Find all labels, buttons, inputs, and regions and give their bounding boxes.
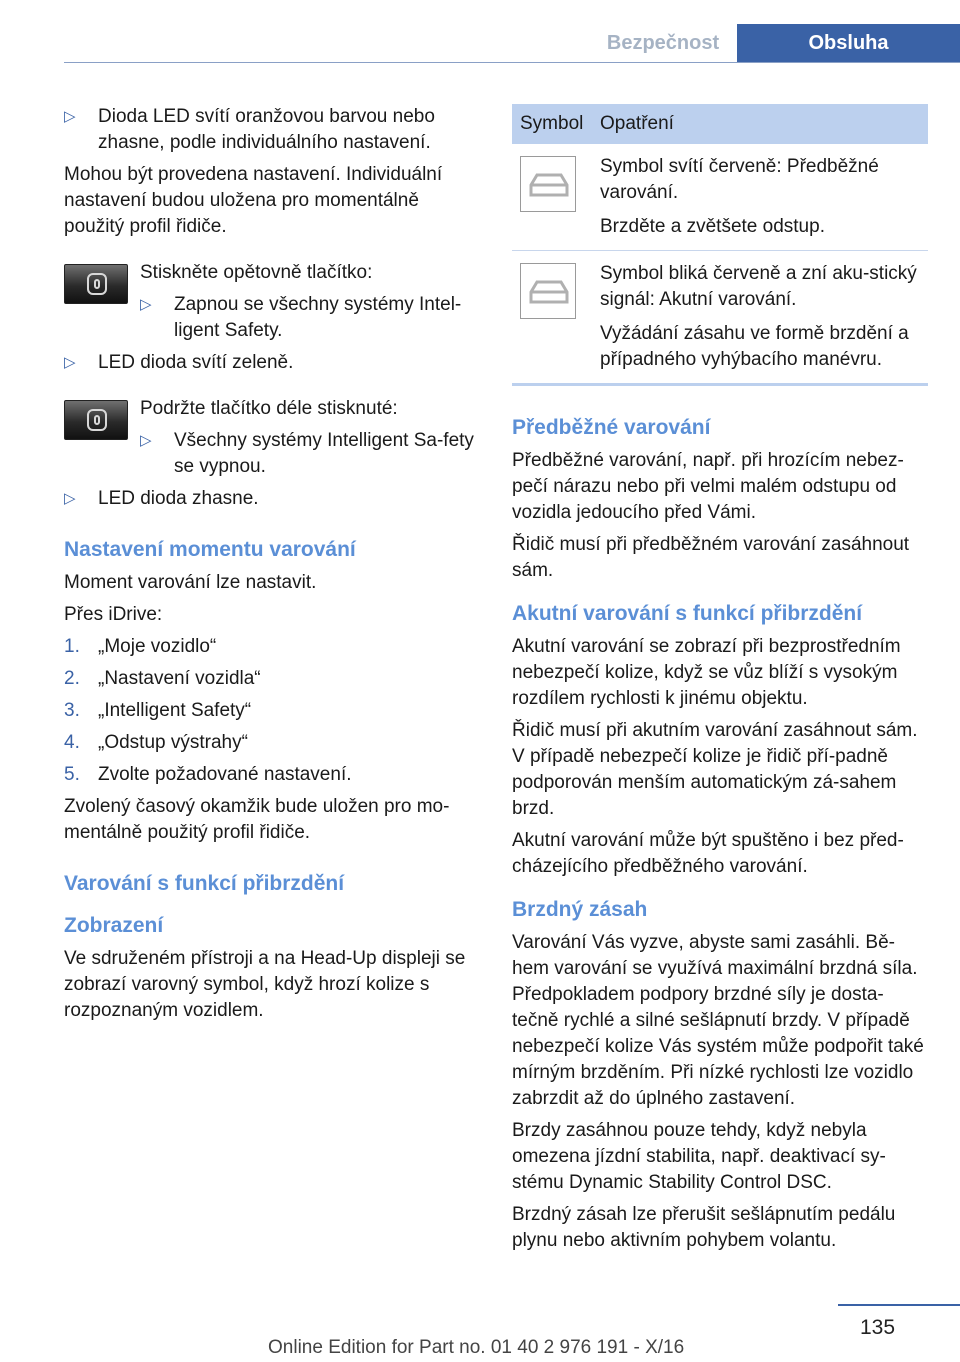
bullet-text: Dioda LED svítí oranžovou barvou nebo zhasne, podle individuálního nastavení. <box>98 106 435 153</box>
paragraph: Moment varování lze nastavit. <box>64 572 317 593</box>
bullet-text: LED dioda svítí zeleně. <box>98 352 294 373</box>
table-row <box>512 251 928 385</box>
list-item: 5. Zvolte požadované nastavení. <box>64 764 352 785</box>
header-tab-bezpecnost[interactable]: Bezpečnost <box>592 24 734 62</box>
section-heading: Brzdný zásah <box>512 898 648 921</box>
subsection-heading: Zobrazení <box>64 914 164 937</box>
section-heading: Varování s funkcí přibrzdění <box>64 872 345 895</box>
symbol-table <box>512 104 928 386</box>
bullet-text: LED dioda zhasne. <box>98 488 259 509</box>
car-warning-icon <box>520 156 576 212</box>
table-cell-text: Vyžádání zásahu ve formě brzdění a případného vyhýbacího manévru. <box>600 323 909 370</box>
instruction-text: Podržte tlačítko déle stisknuté: <box>140 398 398 419</box>
header-tab-obsluha[interactable]: Obsluha <box>737 24 960 62</box>
paragraph: Varování Vás vyzve, abyste sami zasáhli. Bě‐hem varování se využívá maximální brzdná síla. Předpokladem podpory brzdné síly je dosta‐tečně rychlé a silné sešlápnutí brzdy. V případě nebezpečí kolize Vás systém může podpořit také mírným brzděním. Při nízké rychlosti lze vozidlo zabrzdit až do úplného zastavení. <box>512 932 924 1109</box>
bullet-item <box>64 486 480 512</box>
table-cell-text: Symbol svítí červeně: Předběžné varování. <box>600 156 879 203</box>
paragraph: Řidič musí při akutním varování zasáhnout sám. V případě nebezpečí kolize je řidič pří‐padně podporován menším automatickým zá‐sahem brzd. <box>512 720 918 819</box>
bullet-text: Všechny systémy Intelligent Sa‐fety se vypnou. <box>174 430 474 477</box>
table-header-action: Opatření <box>592 104 928 144</box>
list-item: 2. „Nastavení vozidla“ <box>64 668 261 689</box>
bullet-item <box>64 350 480 376</box>
footer-rule <box>838 1304 960 1306</box>
table-header-symbol: Symbol <box>512 104 592 144</box>
paragraph: Brzdy zasáhnou pouze tehdy, když nebyla omezena jízdní stabilita, např. deaktivací sy‐stému Dynamic Stability Control DSC. <box>512 1120 886 1193</box>
intelligent-safety-button-icon <box>64 264 128 304</box>
paragraph: Řidič musí při předběžném varování zasáhnout sám. <box>512 534 910 581</box>
triangle-bullet-icon: ▷ <box>140 432 152 449</box>
paragraph: Zvolený časový okamžik bude uložen pro mo‐mentálně použitý profil řidiče. <box>64 796 450 843</box>
list-item: 1. „Moje vozidlo“ <box>64 636 217 657</box>
instruction-text: Stiskněte opětovně tlačítko: <box>140 262 373 283</box>
car-warning-icon <box>520 263 576 319</box>
button-instruction <box>64 396 480 480</box>
bullet-item <box>140 292 480 344</box>
list-item: 4. „Odstup výstrahy“ <box>64 732 248 753</box>
triangle-bullet-icon: ▷ <box>64 354 76 371</box>
right-column <box>512 104 928 1260</box>
paragraph: Ve sdruženém přístroji a na Head-Up displeji se zobrazí varovný symbol, když hrozí kolize s rozpoznaným vozidlem. <box>64 948 466 1021</box>
table-cell-text: Brzděte a zvětšete odstup. <box>600 216 825 237</box>
triangle-bullet-icon: ▷ <box>64 490 76 507</box>
left-column <box>64 104 480 1030</box>
button-instruction <box>64 260 480 344</box>
paragraph: Předběžné varování, např. při hrozícím nebez‐pečí nárazu nebo při velmi malém odstupu od vozidla jedoucího před Vámi. <box>512 450 904 523</box>
page-number: 135 <box>860 1316 896 1339</box>
section-heading: Nastavení momentu varování <box>64 538 356 561</box>
intelligent-safety-button-icon <box>64 400 128 440</box>
edition-footer: Online Edition for Part no. 01 40 2 976 191 - X/16 <box>268 1337 685 1358</box>
paragraph: Mohou být provedena nastavení. Individuální nastavení budou uložena pro momentálně použitý profil řidiče. <box>64 164 443 237</box>
paragraph: Brzdný zásah lze přerušit sešlápnutím pedálu plynu nebo aktivním pohybem volantu. <box>512 1204 896 1251</box>
table-cell-text: Symbol bliká červeně a zní aku‐stický signál: Akutní varování. <box>600 263 917 310</box>
triangle-bullet-icon: ▷ <box>140 296 152 313</box>
section-heading: Předběžné varování <box>512 416 711 439</box>
list-item: 3. „Intelligent Safety“ <box>64 700 252 721</box>
bullet-item <box>64 104 480 156</box>
paragraph: Akutní varování může být spuštěno i bez před‐cházejícího předběžného varování. <box>512 830 904 877</box>
triangle-bullet-icon: ▷ <box>64 108 76 125</box>
bullet-item <box>140 428 480 480</box>
paragraph: Přes iDrive: <box>64 604 163 625</box>
paragraph: Akutní varování se zobrazí při bezprostředním nebezpečí kolize, když se vůz blíží s vysokým rozdílem rychlosti k jinému objektu. <box>512 636 901 709</box>
table-row <box>512 144 928 251</box>
bullet-text: Zapnou se všechny systémy Intel‐ligent Safety. <box>174 294 462 341</box>
idrive-steps-list <box>64 634 480 788</box>
section-heading: Akutní varování s funkcí přibrzdění <box>512 602 863 625</box>
header-divider <box>64 62 960 63</box>
